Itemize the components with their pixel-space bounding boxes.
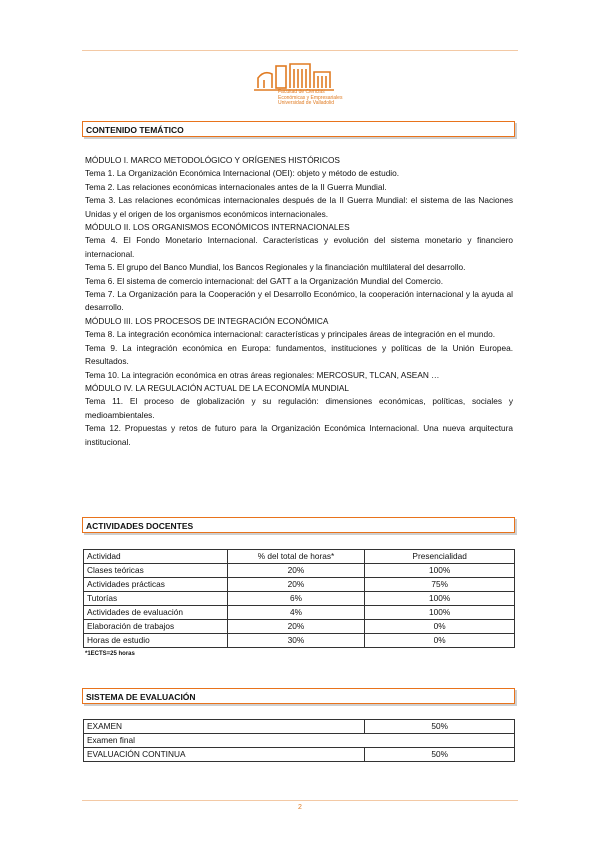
presence-cell: 100% bbox=[365, 592, 515, 606]
evaluation-item: EVALUACIÓN CONTINUA bbox=[84, 748, 365, 762]
topic-line: Tema 9. La integración económica en Europa: fundamentos, instituciones y políticas de la Unión Europea. Resultados. bbox=[85, 342, 513, 367]
syllabus-content bbox=[85, 154, 513, 449]
topic-line: Tema 1. La Organización Económica Internacional (OEI): objeto y método de estudio. bbox=[85, 168, 400, 179]
topic-line: Tema 2. Las relaciones económicas internacionales antes de la II Guerra Mundial. bbox=[85, 181, 387, 192]
header-cell: Presencialidad bbox=[365, 550, 515, 564]
topic-line: Tema 10. La integración económica en otras áreas regionales: MERCOSUR, TLCAN, ASEAN … bbox=[85, 369, 440, 380]
presence-cell: 75% bbox=[365, 578, 515, 592]
activity-cell: Elaboración de trabajos bbox=[84, 620, 228, 634]
table-row bbox=[84, 592, 515, 606]
activity-cell: Horas de estudio bbox=[84, 634, 228, 648]
table-row bbox=[84, 606, 515, 620]
section-heading-evaluacion: SISTEMA DE EVALUACIÓN bbox=[82, 688, 515, 704]
presence-cell: 100% bbox=[365, 606, 515, 620]
hours-cell: 4% bbox=[227, 606, 365, 620]
logo-line: Económicas y Empresariales bbox=[278, 94, 343, 101]
section-heading-actividades: ACTIVIDADES DOCENTES bbox=[82, 517, 515, 533]
hours-cell: 20% bbox=[227, 620, 365, 634]
evaluation-weight: 50% bbox=[365, 720, 515, 734]
topic-line: Tema 7. La Organización para la Cooperación y el Desarrollo Económico, la cooperación internacional y la ayuda al desarrollo. bbox=[85, 289, 513, 313]
module-heading: MÓDULO II. LOS ORGANISMOS ECONÓMICOS INTERNACIONALES bbox=[85, 222, 350, 233]
module-heading: MÓDULO III. LOS PROCESOS DE INTEGRACIÓN ECONÓMICA bbox=[85, 315, 329, 326]
table-row bbox=[84, 620, 515, 634]
header-cell: Actividad bbox=[84, 550, 228, 564]
topic-line: Tema 3. Las relaciones económicas internacionales después de la II Guerra Mundial: el sistema de las Naciones Unidas y el origen de los organismos económicos internacionales. bbox=[85, 195, 513, 219]
table-row bbox=[84, 578, 515, 592]
table-row bbox=[84, 634, 515, 648]
presence-cell: 0% bbox=[365, 634, 515, 648]
hours-cell: 20% bbox=[227, 564, 365, 578]
logo-line: Facultad de Ciencias bbox=[278, 89, 325, 95]
activity-cell: Clases teóricas bbox=[84, 564, 228, 578]
logo-line: Universidad de Valladolid bbox=[278, 100, 335, 106]
topic-line: Tema 4. El Fondo Monetario Internacional. Características y evolución del sistema monetario y financiero internacional. bbox=[85, 235, 513, 259]
topic-line: Tema 11. El proceso de globalización y su regulación: dimensiones económicas, políticas, sociales y medioambientales. bbox=[85, 396, 513, 420]
table-row bbox=[84, 748, 515, 762]
section-heading-contenido: CONTENIDO TEMÁTICO bbox=[82, 121, 515, 137]
module-heading: MÓDULO IV. LA REGULACIÓN ACTUAL DE LA ECONOMÍA MUNDIAL bbox=[85, 382, 350, 393]
page-number: 2 bbox=[298, 804, 302, 811]
ects-note: *1ECTS=25 horas bbox=[85, 651, 135, 657]
presence-cell: 100% bbox=[365, 564, 515, 578]
topic-line: Tema 5. El grupo del Banco Mundial, los Bancos Regionales y la financiación multilateral del desarrollo. bbox=[85, 262, 466, 273]
table-row bbox=[84, 564, 515, 578]
topic-line: Tema 8. La integración económica internacional: características y principales áreas de integración en el mundo. bbox=[85, 329, 495, 340]
table-header-row bbox=[84, 550, 515, 564]
activities-table bbox=[83, 549, 515, 648]
topic-line: Tema 6. El sistema de comercio internacional: del GATT a la Organización Mundial del Comercio. bbox=[85, 275, 444, 286]
evaluation-table bbox=[83, 719, 515, 762]
evaluation-weight: 50% bbox=[365, 748, 515, 762]
header-cell: % del total de horas* bbox=[227, 550, 365, 564]
header-rule bbox=[82, 50, 518, 51]
presence-cell: 0% bbox=[365, 620, 515, 634]
footer-rule bbox=[82, 800, 518, 801]
hours-cell: 6% bbox=[227, 592, 365, 606]
logo-caption bbox=[278, 90, 358, 107]
activity-cell: Tutorías bbox=[84, 592, 228, 606]
activity-cell: Actividades de evaluación bbox=[84, 606, 228, 620]
module-heading: MÓDULO I. MARCO METODOLÓGICO Y ORÍGENES HISTÓRICOS bbox=[85, 155, 340, 165]
table-row bbox=[84, 720, 515, 734]
table-row bbox=[84, 734, 515, 748]
hours-cell: 20% bbox=[227, 578, 365, 592]
activity-cell: Actividades prácticas bbox=[84, 578, 228, 592]
evaluation-item: EXAMEN bbox=[84, 720, 365, 734]
hours-cell: 30% bbox=[227, 634, 365, 648]
evaluation-item: Examen final bbox=[84, 734, 515, 748]
topic-line: Tema 12. Propuestas y retos de futuro para la Organización Económica Internacional. Una nueva arquitectura institucional. bbox=[85, 423, 513, 447]
